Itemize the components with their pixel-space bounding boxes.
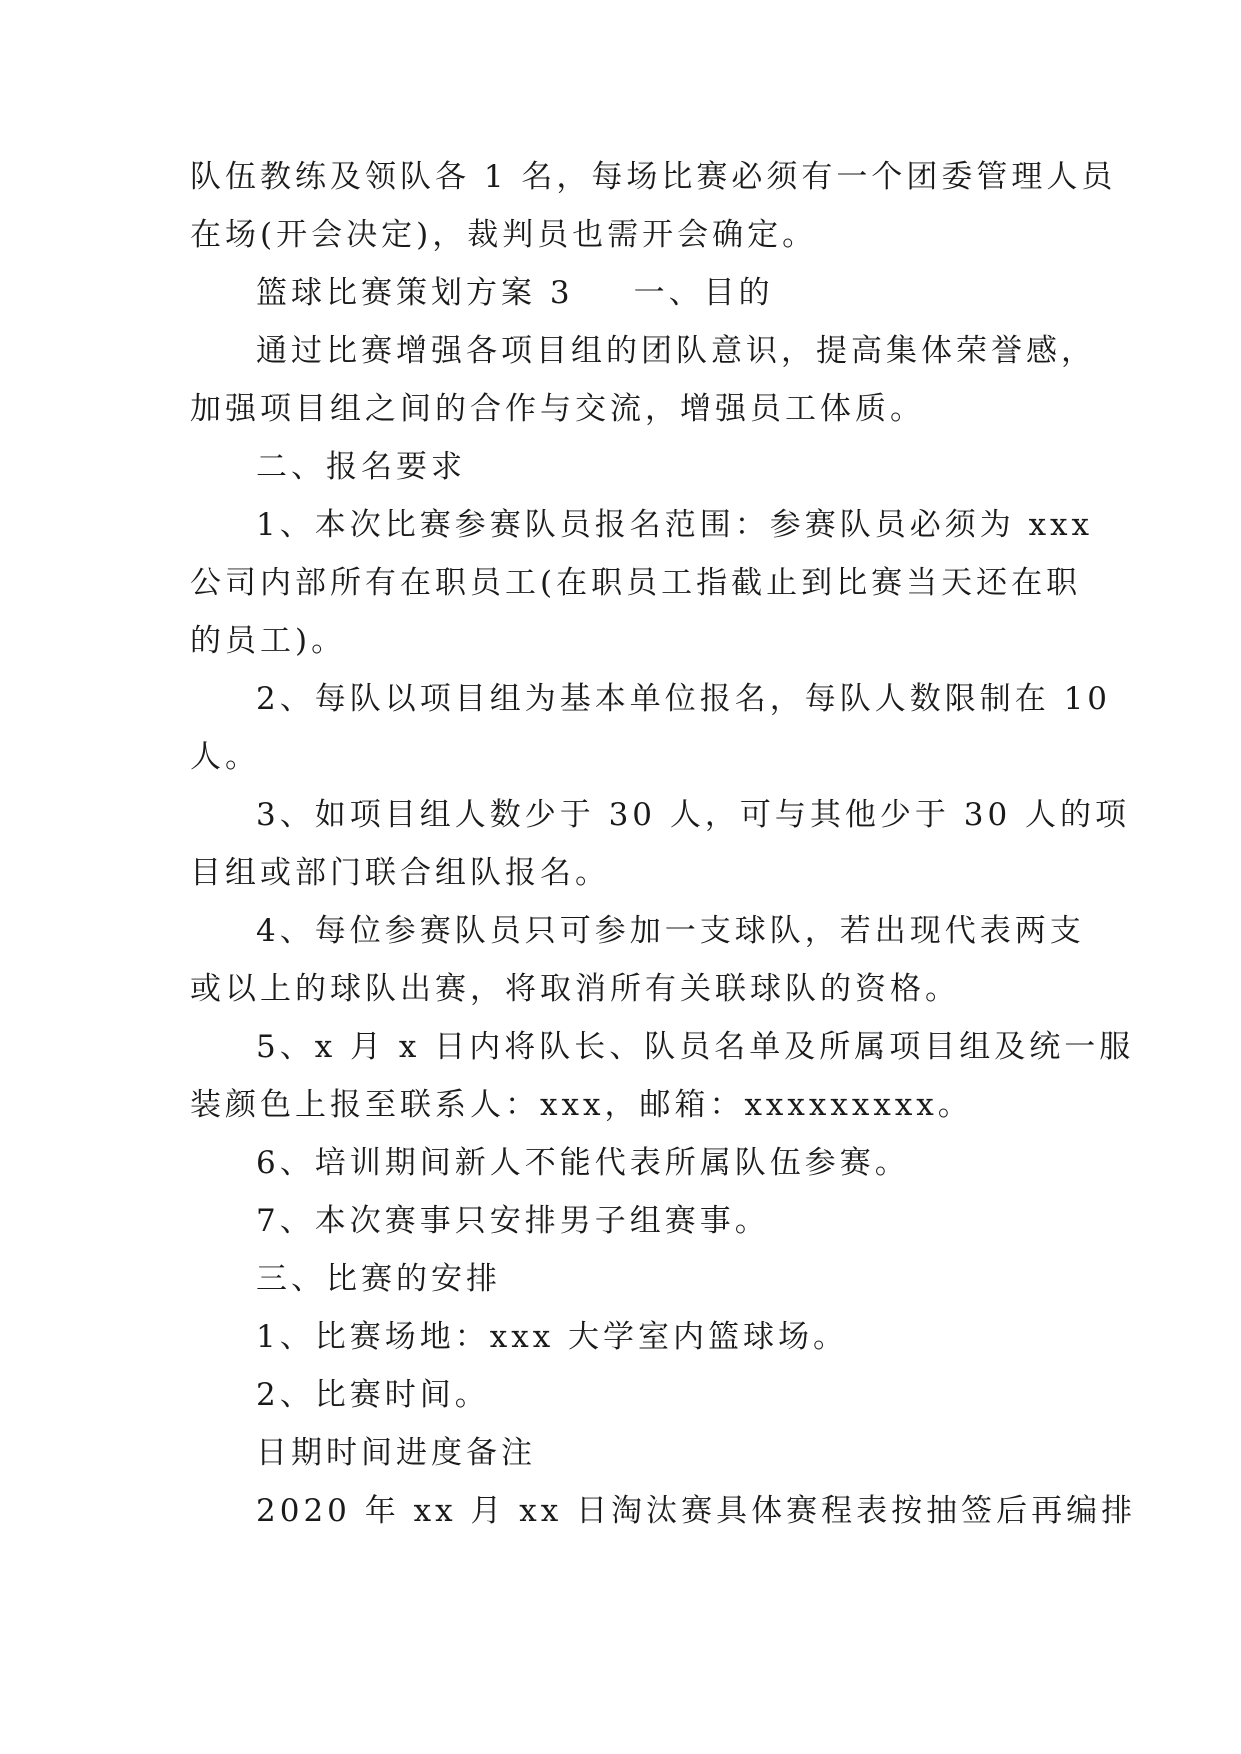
- table-header-line: 日期时间进度备注: [256, 1435, 536, 1471]
- paragraph-line: 的员工)。: [190, 623, 347, 659]
- table-row-line: 2020 年 xx 月 xx 日淘汰赛具体赛程表按抽签后再编排: [256, 1493, 1137, 1529]
- paragraph-line: 人。: [190, 739, 260, 775]
- paragraph-line: 公司内部所有在职员工(在职员工指截止到比赛当天还在职: [190, 565, 1082, 601]
- paragraph-line: 加强项目组之间的合作与交流，增强员工体质。: [190, 391, 925, 427]
- paragraph-line: 6、培训期间新人不能代表所属队伍参赛。: [256, 1145, 910, 1181]
- plan-title: 篮球比赛策划方案 3: [256, 275, 574, 311]
- heading-schedule: 三、比赛的安排: [256, 1261, 501, 1297]
- paragraph-line: 在场(开会决定)，裁判员也需开会确定。: [190, 217, 818, 253]
- paragraph-line: 2、每队以项目组为基本单位报名，每队人数限制在 10: [256, 681, 1112, 717]
- paragraph-line: 5、x 月 x 日内将队长、队员名单及所属项目组及统一服: [256, 1029, 1135, 1065]
- paragraph-line: 2、比赛时间。: [256, 1377, 490, 1413]
- document-body: [190, 158, 1137, 1550]
- heading-registration: 二、报名要求: [256, 449, 466, 485]
- paragraph-line: 3、如项目组人数少于 30 人，可与其他少于 30 人的项: [256, 797, 1131, 833]
- paragraph-line: 1、本次比赛参赛队员报名范围：参赛队员必须为 xxx: [256, 507, 1094, 543]
- section-title-line: [190, 274, 1060, 312]
- paragraph-line: 装颜色上报至联系人：xxx，邮箱：xxxxxxxxx。: [190, 1087, 973, 1123]
- paragraph-line: 通过比赛增强各项目组的团队意识，提高集体荣誉感，: [256, 333, 1096, 369]
- paragraph-line: 4、每位参赛队员只可参加一支球队，若出现代表两支: [256, 913, 1085, 949]
- heading-purpose: 一、目的: [633, 275, 774, 311]
- paragraph-line: 7、本次赛事只安排男子组赛事。: [256, 1203, 770, 1239]
- paragraph-line: 或以上的球队出赛，将取消所有关联球队的资格。: [190, 971, 960, 1007]
- paragraph-line: 1、比赛场地：xxx 大学室内篮球场。: [256, 1319, 849, 1355]
- paragraph-line: 队伍教练及领队各 1 名，每场比赛必须有一个团委管理人员: [190, 159, 1117, 195]
- paragraph-line: 目组或部门联合组队报名。: [190, 855, 610, 891]
